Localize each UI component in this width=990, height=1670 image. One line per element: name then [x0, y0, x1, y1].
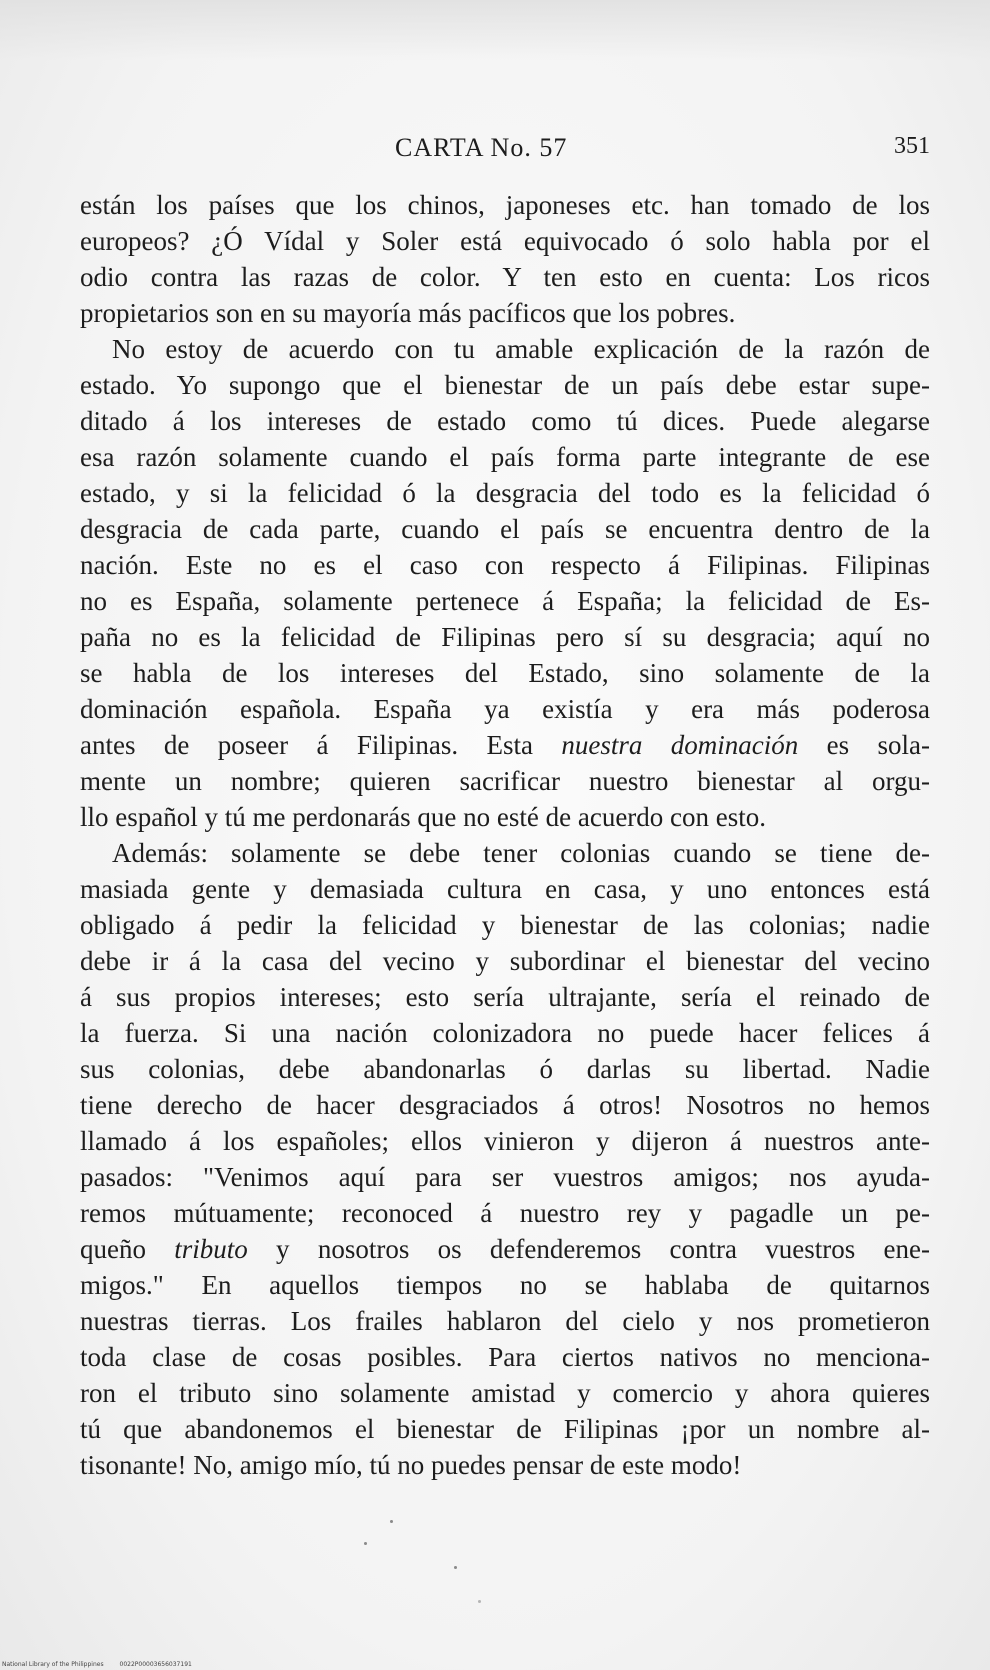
text-line: á sus propios intereses; esto sería ultrajante, sería el reinado de: [80, 982, 930, 1012]
text-line: toda clase de cosas posibles. Para ciertos nativos no menciona-: [80, 1342, 930, 1372]
text-line: nación. Este no es el caso con respecto á Filipinas. Filipinas: [80, 550, 930, 580]
text-line: tisonante! No, amigo mío, tú no puedes pensar de este modo!: [80, 1450, 742, 1480]
text-line: sus colonias, debe abandonarlas ó darlas su libertad. Nadie: [80, 1054, 930, 1084]
text-line-with-italic: [80, 1231, 930, 1267]
text-line-with-italic: [80, 727, 930, 763]
page-number: 351: [894, 133, 930, 159]
text-line: mente un nombre; quieren sacrificar nuestro bienestar al orgu-: [80, 766, 930, 796]
text-line: odio contra las razas de color. Y ten esto en cuenta: Los ricos: [80, 262, 930, 292]
text-line: están los países que los chinos, japoneses etc. han tomado de los: [80, 190, 930, 220]
dust-speck: [390, 1520, 393, 1523]
line-head: antes de poseer á Filipinas. Esta: [80, 730, 562, 760]
letter-body: [80, 187, 930, 1483]
text-line: obligado á pedir la felicidad y bienestar de las colonias; nadie: [80, 910, 930, 940]
text-line: no es España, solamente pertenece á España; la felicidad de Es-: [80, 586, 930, 616]
text-line: estado, y si la felicidad ó la desgracia del todo es la felicidad ó: [80, 478, 930, 508]
text-line: se habla de los intereses del Estado, sino solamente de la: [80, 658, 930, 688]
text-line: remos mútuamente; reconoced á nuestro rey y pagadle un pe-: [80, 1198, 930, 1228]
text-line: masiada gente y demasiada cultura en casa, y uno entonces está: [80, 874, 930, 904]
barcode-number: 0022P00003656037191: [119, 1661, 192, 1668]
text-line: Además: solamente se debe tener colonias cuando se tiene de-: [112, 838, 930, 868]
text-line: llo español y tú me perdonarás que no esté de acuerdo con esto.: [80, 802, 767, 832]
text-line: debe ir á la casa del vecino y subordinar el bienestar del vecino: [80, 946, 930, 976]
text-line: ron el tributo sino solamente amistad y comercio y ahora quieres: [80, 1378, 930, 1408]
text-line: migos." En aquellos tiempos no se hablaba de quitarnos: [80, 1270, 930, 1300]
scan-specks: [360, 1510, 500, 1620]
italic-phrase: nuestra dominación: [561, 730, 799, 760]
text-line: propietarios son en su mayoría más pacíficos que los pobres.: [80, 298, 736, 328]
text-line: pasados: "Venimos aquí para ser vuestros amigos; nos ayuda-: [80, 1162, 930, 1192]
page-header: [80, 133, 930, 167]
text-line: la fuerza. Si una nación colonizadora no puede hacer felices á: [80, 1018, 930, 1048]
dust-speck: [364, 1542, 367, 1545]
text-line: nuestras tierras. Los frailes hablaron del cielo y nos prometieron: [80, 1306, 930, 1336]
text-line: No estoy de acuerdo con tu amable explicación de la razón de: [112, 334, 930, 364]
text-line: paña no es la felicidad de Filipinas pero sí su desgracia; aquí no: [80, 622, 930, 652]
library-credit: National Library of the Philippines: [2, 1661, 104, 1668]
dust-speck: [454, 1566, 457, 1569]
text-line: tiene derecho de hacer desgraciados á otros! Nosotros no hemos: [80, 1090, 930, 1120]
scan-shadow: [0, 0, 990, 60]
line-tail: y nosotros os defenderemos contra vuestros ene-: [247, 1234, 930, 1264]
dust-speck: [478, 1600, 481, 1603]
text-line: desgracia de cada parte, cuando el país se encuentra dentro de la: [80, 514, 930, 544]
text-line: dominación española. España ya existía y era más poderosa: [80, 694, 930, 724]
line-head: queño: [80, 1234, 175, 1264]
scan-footer: [2, 1661, 206, 1668]
line-tail: es sola-: [798, 730, 930, 760]
text-line: tú que abandonemos el bienestar de Filipinas ¡por un nombre al-: [80, 1414, 930, 1444]
text-line: estado. Yo supongo que el bienestar de un país debe estar supe-: [80, 370, 930, 400]
text-line: europeos? ¿Ó Vídal y Soler está equivocado ó solo habla por el: [80, 226, 930, 256]
italic-word: tributo: [174, 1234, 248, 1264]
running-head: CARTA No. 57: [395, 133, 568, 162]
text-line: ditado á los intereses de estado como tú dices. Puede alegarse: [80, 406, 930, 436]
text-line: esa razón solamente cuando el país forma parte integrante de ese: [80, 442, 930, 472]
text-line: llamado á los españoles; ellos vinieron y dijeron á nuestros ante-: [80, 1126, 930, 1156]
